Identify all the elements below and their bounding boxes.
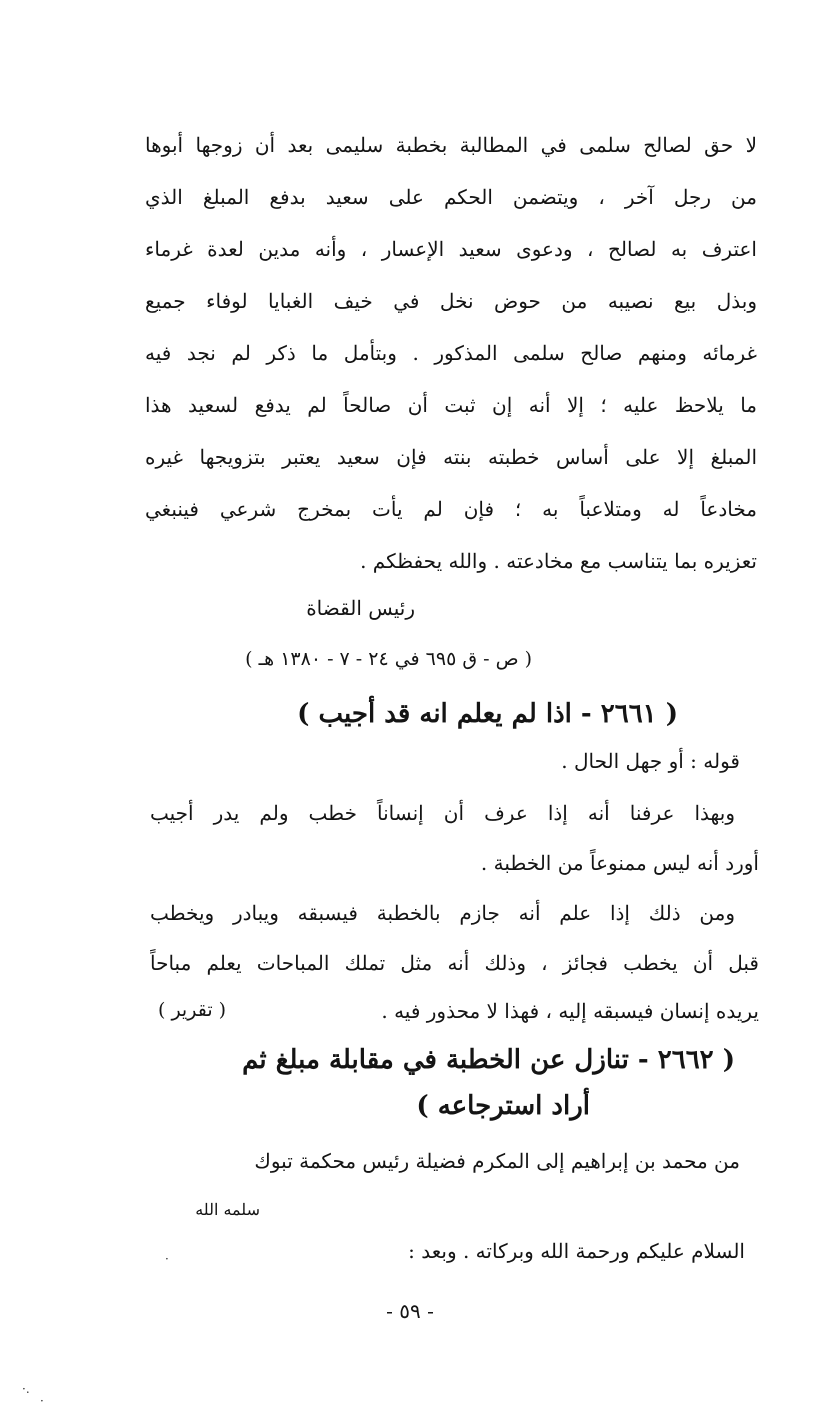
body-line: يريده إنسان فيسبقه إليه ، فهذا لا محذور فيه . (381, 999, 759, 1023)
source-note: ( تقرير ) (158, 999, 227, 1021)
body-line: اعترف به لصالح ، ودعوى سعيد الإعسار ، وأنه مدين لعدة غرماء (145, 237, 757, 261)
body-line: قبل أن يخطب فجائز ، وذلك أنه مثل تملك المباحات يعلم مباحاً (150, 951, 759, 975)
body-line: لا حق لصالح سلمى في المطالبة بخطبة سليمى بعد أن زوجها أبوها (145, 133, 757, 157)
body-line: وبذل بيع نصيبه من حوض نخل في خيف الغبايا لوفاء جميع (145, 289, 757, 313)
greeting-line: السلام عليكم ورحمة الله وبركاته . وبعد : (408, 1239, 745, 1263)
letter-from-line: من محمد بن إبراهيم إلى المكرم فضيلة رئيس محكمة تبوك (254, 1149, 740, 1173)
signature: رئيس القضاة (306, 596, 415, 620)
scan-speck: ·. (22, 1382, 30, 1396)
quote-line: قوله : أو جهل الحال . (561, 749, 740, 773)
body-line: من رجل آخر ، ويتضمن الحكم على سعيد بدفع المبلغ الذي (145, 185, 757, 209)
section-heading-continued: أراد استرجاعه ) (416, 1091, 590, 1121)
scan-speck: · (40, 1394, 44, 1408)
salutation: سلمه الله (195, 1200, 260, 1219)
section-heading: ( ٢٦٦١ - اذا لم يعلم انه قد أجيب ) (297, 699, 678, 729)
page-number: - ٥٩ - (386, 1299, 434, 1323)
body-line: تعزيره بما يتناسب مع مخادعته . والله يحفظكم . (360, 549, 757, 573)
section-heading: ( ٢٦٦٢ - تنازل عن الخطبة في مقابلة مبلغ ثم (242, 1045, 735, 1075)
reference-number: ( ص - ق ٦٩٥ في ٢٤ - ٧ - ١٣٨٠ هـ ) (245, 648, 532, 670)
body-line: أورد أنه ليس ممنوعاً من الخطبة . (480, 851, 759, 875)
body-line: ما يلاحظ عليه ؛ إلا أنه إن ثبت أن صالحاً لم يدفع لسعيد هذا (145, 393, 757, 417)
body-line: مخادعاً له ومتلاعباً به ؛ فإن لم يأت بمخرج شرعي فينبغي (145, 497, 757, 521)
body-line: غرمائه ومنهم صالح سلمى المذكور . وبتأمل ما ذكر لم نجد فيه (145, 341, 757, 365)
body-line: وبهذا عرفنا أنه إذا عرف أن إنساناً خطب ولم يدر أجيب (150, 801, 735, 825)
scan-speck: · (165, 1252, 169, 1266)
body-line: المبلغ إلا على أساس خطبته بنته فإن سعيد يعتبر بتزويجها غيره (145, 445, 757, 469)
body-line: ومن ذلك إذا علم أنه جازم بالخطبة فيسبقه ويبادر ويخطب (150, 901, 735, 925)
